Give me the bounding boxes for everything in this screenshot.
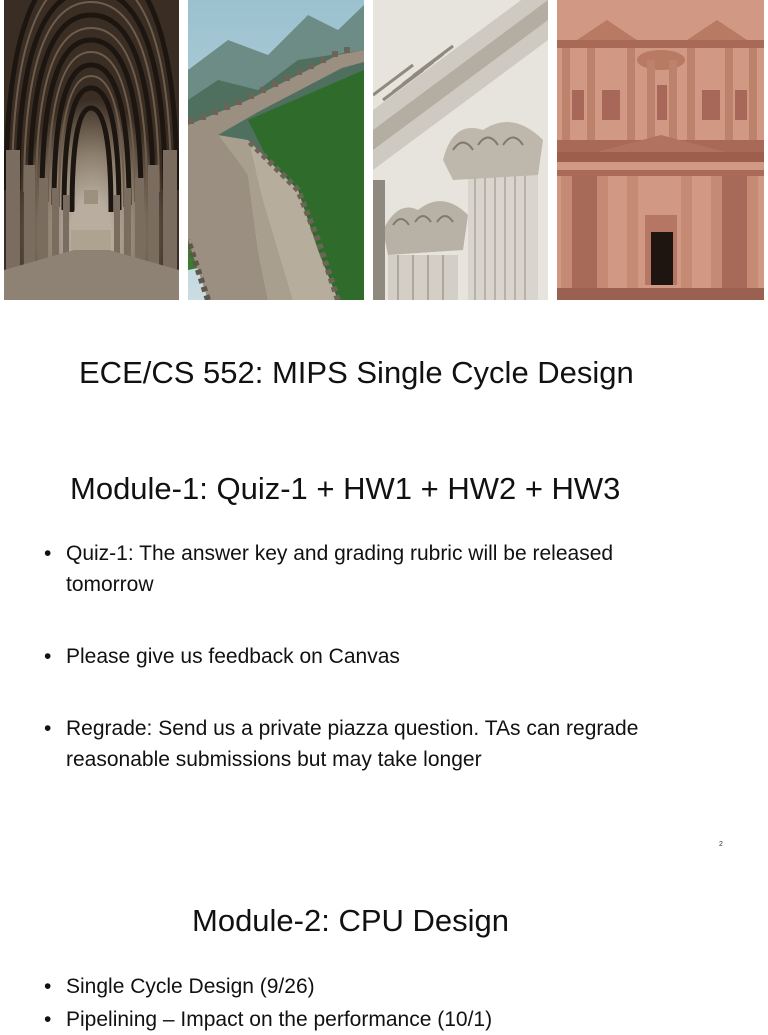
bullet-regrade (44, 713, 726, 775)
bullet-line: tomorrow (66, 573, 154, 596)
page-number: 2 (719, 841, 723, 848)
bullet-quiz1 (44, 538, 726, 600)
bullet-pipelining (44, 1004, 726, 1035)
header-image-strip (0, 0, 768, 300)
bullet-line: Quiz-1: The answer key and grading rubric will be released (66, 542, 614, 565)
bullet-marker: • (44, 1008, 52, 1031)
bullet-line: Regrade: Send us a private piazza question. TAs can regrade (66, 717, 639, 740)
corinthian-columns-photo (373, 0, 548, 300)
bullet-line: Single Cycle Design (9/26) (66, 975, 315, 998)
cave-temple-photo (4, 0, 179, 300)
bullet-line: Please give us feedback on Canvas (66, 645, 400, 668)
bullet-marker: • (44, 645, 52, 668)
course-title: ECE/CS 552: MIPS Single Cycle Design (79, 355, 634, 390)
petra-treasury-photo (557, 0, 764, 300)
module2-heading: Module-2: CPU Design (192, 903, 510, 938)
bullet-single-cycle (44, 971, 726, 1002)
module1-heading: Module-1: Quiz-1 + HW1 + HW2 + HW3 (70, 471, 621, 506)
bullet-feedback (44, 641, 726, 672)
bullet-line: reasonable submissions but may take longer (66, 748, 482, 771)
bullet-marker: • (44, 975, 52, 998)
bullet-marker: • (44, 542, 52, 565)
bullet-line: Pipelining – Impact on the performance (10/1) (66, 1008, 493, 1031)
bullet-marker: • (44, 717, 52, 740)
great-wall-photo (188, 0, 364, 300)
